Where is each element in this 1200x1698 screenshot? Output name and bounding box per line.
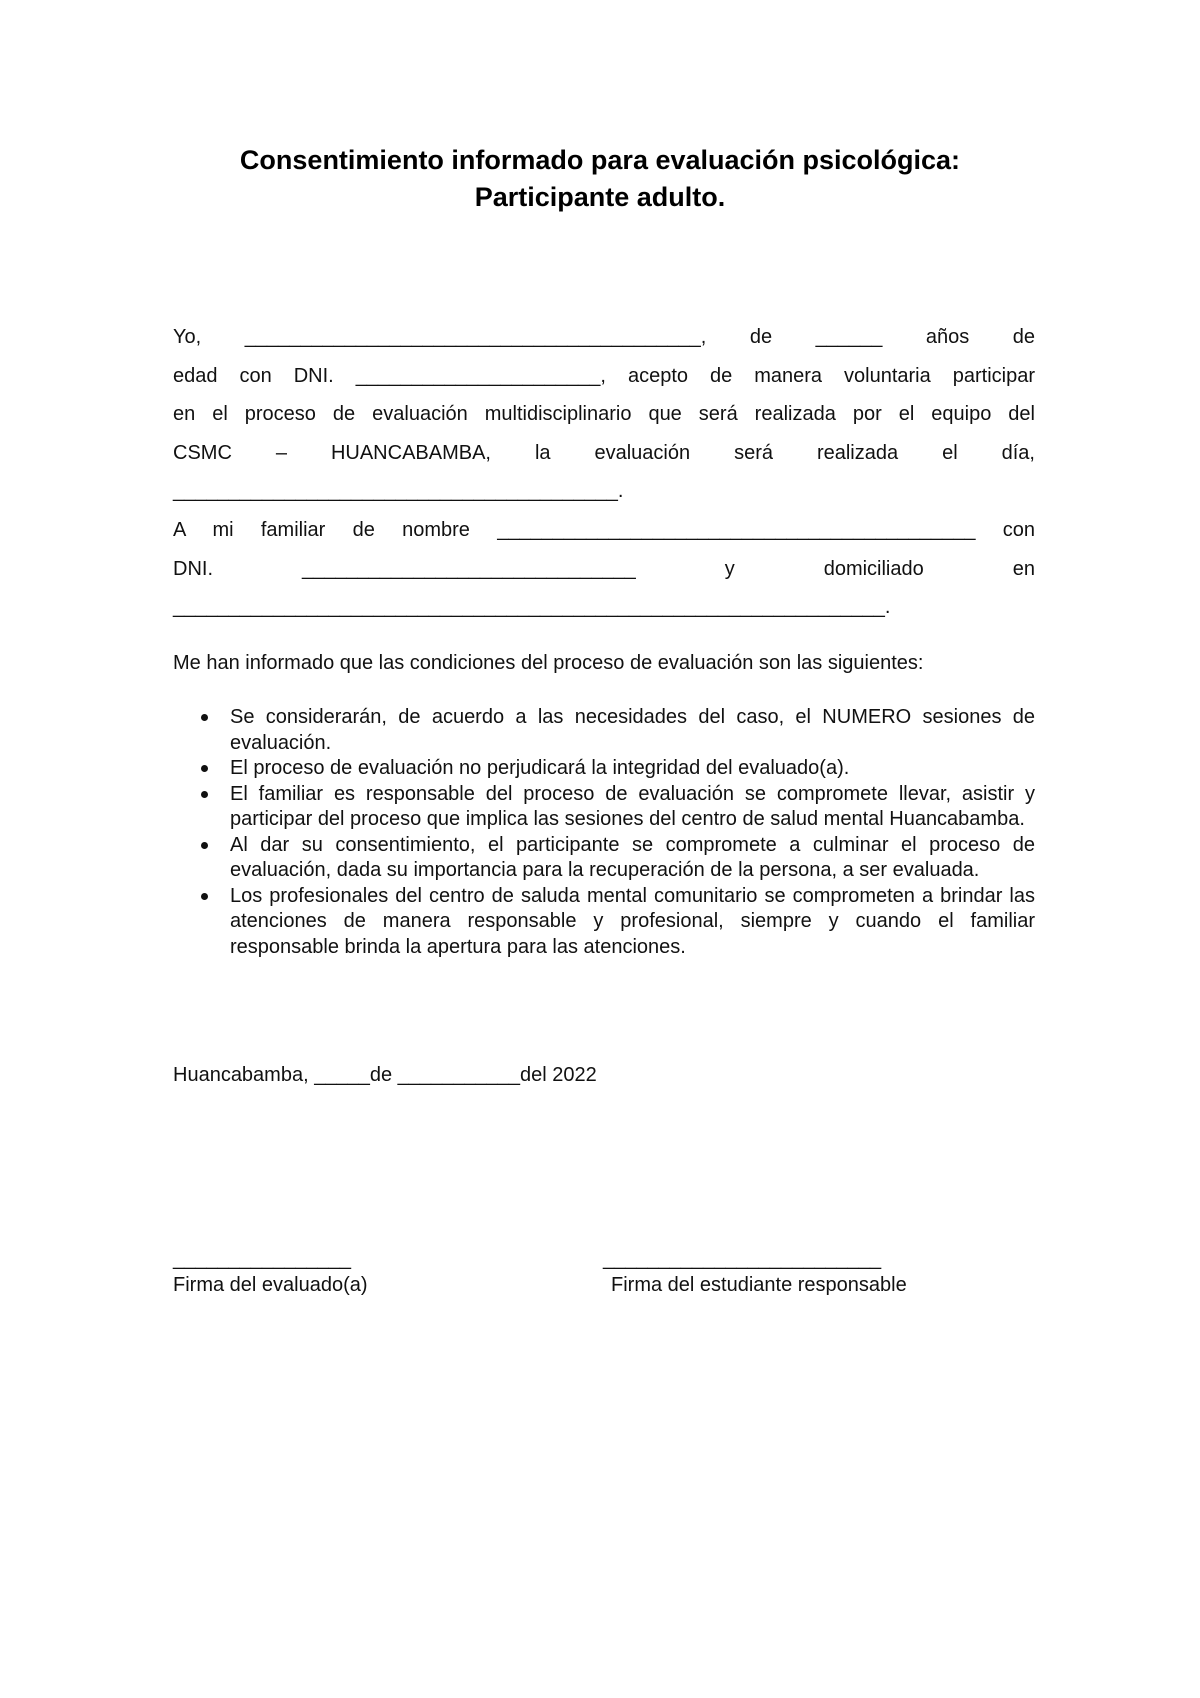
bullet-icon bbox=[201, 884, 209, 892]
list-item bbox=[173, 833, 1035, 884]
condition-text: El familiar es responsable del proceso de evaluación se compromete llevar, asistir y participar del proceso que implica las sesiones del centro de salud mental Huancabamba. bbox=[230, 782, 1035, 830]
condition-text: Se considerarán, de acuerdo a las necesidades del caso, el NUMERO sesiones de evaluación. bbox=[230, 706, 1035, 754]
title-line-1: Consentimiento informado para evaluación psicológica: bbox=[239, 145, 961, 175]
bullet-icon bbox=[201, 833, 209, 841]
condition-text: Al dar su consentimiento, el participante se compromete a culminar el proceso de evaluación, dada su importancia para la recuperación de la persona, a ser evaluada. bbox=[230, 833, 1035, 881]
consent-line: A mi familiar de nombre ___________________________________________ con bbox=[173, 518, 1035, 541]
title-line-2: Participante adulto. bbox=[474, 182, 726, 212]
consent-line: Yo, _________________________________________, de ______ años de bbox=[173, 326, 1035, 348]
signature-line: ________________ bbox=[173, 1248, 351, 1270]
signature-label: Firma del evaluado(a) bbox=[173, 1274, 368, 1296]
bullet-icon bbox=[201, 756, 209, 764]
conditions-list bbox=[173, 705, 1035, 960]
place-date-line: Huancabamba, _____de ___________del 2022 bbox=[173, 1064, 597, 1086]
consent-paragraph bbox=[173, 318, 1035, 627]
consent-line: CSMC – HUANCABAMBA, la evaluación será realizada el día, bbox=[173, 441, 1035, 464]
conditions-intro: Me han informado que las condiciones del proceso de evaluación son las siguientes: bbox=[173, 652, 924, 674]
signature-label: Firma del estudiante responsable bbox=[611, 1274, 907, 1296]
signature-estudiante bbox=[603, 1246, 907, 1298]
bullet-icon bbox=[201, 782, 209, 790]
list-item bbox=[173, 884, 1035, 961]
consent-line: ________________________________________________________________. bbox=[173, 596, 891, 619]
list-item bbox=[173, 705, 1035, 756]
signature-evaluado bbox=[173, 1246, 368, 1298]
consent-line: DNI. ______________________________ y domiciliado en bbox=[173, 557, 1035, 580]
condition-text: El proceso de evaluación no perjudicará la integridad del evaluado(a). bbox=[230, 757, 850, 779]
bullet-icon bbox=[201, 705, 209, 713]
consent-line: edad con DNI. ______________________, acepto de manera voluntaria participar bbox=[173, 364, 1035, 387]
consent-line: en el proceso de evaluación multidisciplinario que será realizada por el equipo del bbox=[173, 403, 1035, 426]
condition-text: Los profesionales del centro de saluda mental comunitario se comprometen a brindar las atenciones de manera responsable y profesional, siempre y cuando el familiar responsable brinda la apertura para las atenciones. bbox=[230, 884, 1035, 958]
document-title bbox=[0, 142, 1200, 216]
consent-line: ________________________________________. bbox=[173, 480, 624, 503]
signature-line: _________________________ bbox=[603, 1248, 882, 1270]
list-item bbox=[173, 782, 1035, 833]
list-item bbox=[173, 756, 1035, 782]
